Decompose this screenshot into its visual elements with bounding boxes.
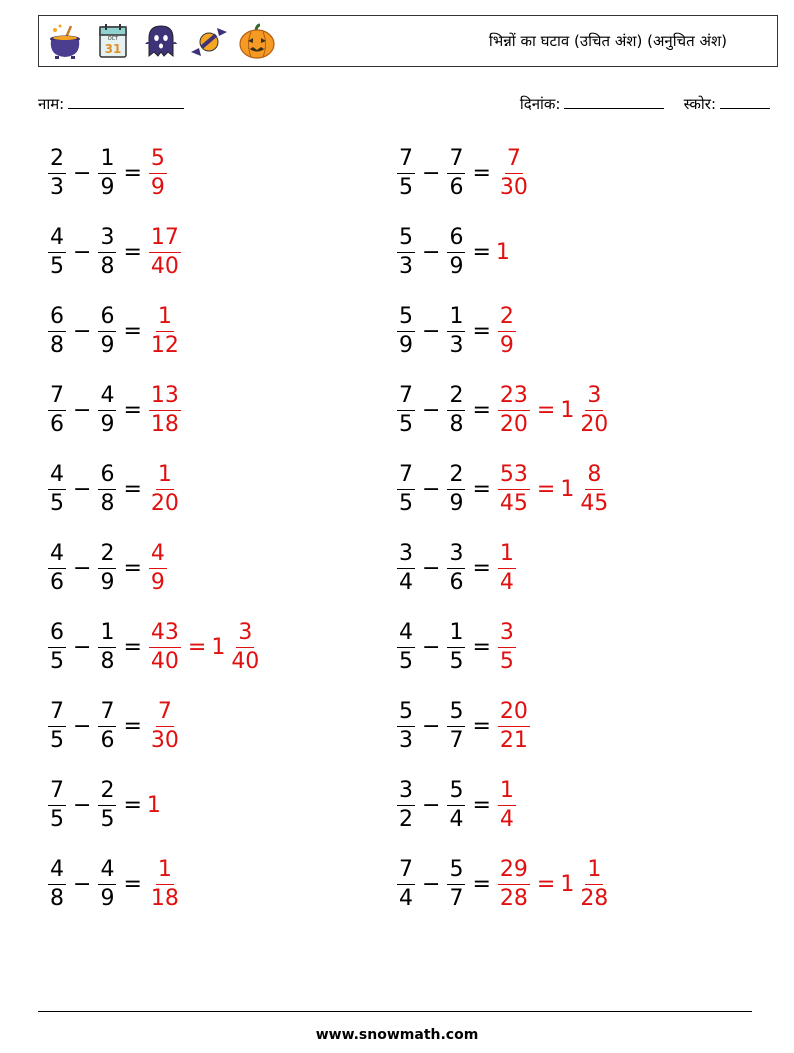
minuend-fraction-numerator: 4 <box>48 227 66 253</box>
cauldron-icon <box>45 22 85 62</box>
subtrahend-fraction-numerator: 1 <box>447 622 465 648</box>
minuend-fraction <box>48 303 66 358</box>
equals-sign: = <box>123 634 142 660</box>
answer-fraction-denominator: 20 <box>499 411 528 437</box>
subtrahend-fraction-numerator: 1 <box>98 148 116 174</box>
minuend-fraction-denominator: 8 <box>50 332 64 358</box>
answer <box>147 698 183 753</box>
subtrahend-fraction <box>447 856 465 911</box>
answer-fraction-denominator: 12 <box>150 332 179 358</box>
minuend-fraction <box>48 382 66 437</box>
minuend-fraction-numerator: 4 <box>48 464 66 490</box>
mixed-fraction <box>578 856 610 911</box>
minuend-fraction-denominator: 6 <box>50 411 64 437</box>
equals-sign: = <box>123 397 142 423</box>
minuend-fraction-numerator: 5 <box>397 227 415 253</box>
minuend-fraction <box>397 145 415 200</box>
subtrahend-fraction <box>447 224 465 279</box>
minuend-fraction-numerator: 4 <box>48 543 66 569</box>
problem-item <box>46 533 169 603</box>
minus-sign: − <box>73 555 92 581</box>
answer-fraction <box>498 698 530 753</box>
mixed-fraction-numerator: 3 <box>585 385 603 411</box>
minus-sign: − <box>422 555 441 581</box>
equals-sign: = <box>472 239 491 265</box>
answer-fraction <box>149 303 181 358</box>
subtrahend-fraction-denominator: 5 <box>449 648 464 674</box>
minuend-fraction-denominator: 5 <box>399 490 413 516</box>
answer <box>496 382 612 437</box>
minuend-fraction-denominator: 4 <box>399 569 413 595</box>
minuend-fraction-denominator: 9 <box>399 332 413 358</box>
answer-fraction-numerator: 3 <box>498 622 516 648</box>
problem-item <box>46 770 163 840</box>
answer <box>496 856 612 911</box>
minuend-fraction <box>397 698 415 753</box>
answer <box>496 303 518 358</box>
subtrahend-fraction-denominator: 3 <box>449 332 464 358</box>
mixed-whole: 1 <box>560 871 575 897</box>
answer-fraction-denominator: 28 <box>499 885 528 911</box>
subtrahend-fraction-numerator: 2 <box>98 780 116 806</box>
minuend-fraction-denominator: 5 <box>399 174 413 200</box>
subtrahend-fraction-numerator: 7 <box>98 701 116 727</box>
equals-sign: = <box>123 792 142 818</box>
answer <box>147 224 183 279</box>
answer <box>147 619 263 674</box>
minuend-fraction <box>397 619 415 674</box>
answer <box>147 856 183 911</box>
worksheet-header <box>38 15 778 67</box>
minuend-fraction-numerator: 3 <box>397 780 415 806</box>
equals-sign: = <box>472 555 491 581</box>
subtrahend-fraction-denominator: 9 <box>100 885 115 911</box>
minuend-fraction <box>397 461 415 516</box>
minuend-fraction-numerator: 4 <box>397 622 415 648</box>
minuend-fraction-numerator: 2 <box>48 148 66 174</box>
answer-equals-sign: = <box>536 871 556 897</box>
mixed-fraction <box>229 619 261 674</box>
minuend-fraction-denominator: 6 <box>50 569 64 595</box>
problem-item <box>395 691 532 761</box>
minus-sign: − <box>73 634 92 660</box>
minus-sign: − <box>422 792 441 818</box>
answer-fraction-numerator: 20 <box>498 701 530 727</box>
answer-fraction <box>149 856 181 911</box>
problem-item <box>395 375 612 445</box>
pumpkin-icon <box>237 22 277 62</box>
minus-sign: − <box>422 713 441 739</box>
minuend-fraction <box>397 777 415 832</box>
answer <box>496 777 518 832</box>
minuend-fraction-denominator: 4 <box>399 885 413 911</box>
ghost-icon <box>141 22 181 62</box>
equals-sign: = <box>123 476 142 502</box>
answer-fraction-denominator: 40 <box>150 253 179 279</box>
minus-sign: − <box>73 871 92 897</box>
minuend-fraction-denominator: 3 <box>399 253 413 279</box>
problem-item <box>46 138 169 208</box>
subtrahend-fraction <box>447 777 465 832</box>
minus-sign: − <box>422 239 441 265</box>
mixed-fraction-numerator: 1 <box>585 859 603 885</box>
minuend-fraction <box>48 540 66 595</box>
minuend-fraction-numerator: 7 <box>48 701 66 727</box>
answer <box>496 540 518 595</box>
answer <box>147 145 169 200</box>
answer-fraction-denominator: 4 <box>499 569 514 595</box>
equals-sign: = <box>123 871 142 897</box>
answer <box>147 303 183 358</box>
minuend-fraction-denominator: 3 <box>399 727 413 753</box>
subtrahend-fraction-numerator: 6 <box>447 227 465 253</box>
minuend-fraction-numerator: 5 <box>397 306 415 332</box>
footer-url: www.snowmath.com <box>315 1027 479 1043</box>
answer-fraction <box>149 619 181 674</box>
minuend-fraction-denominator: 5 <box>50 806 64 832</box>
answer-fraction-numerator: 23 <box>498 385 530 411</box>
minuend-fraction <box>48 856 66 911</box>
answer-fraction <box>498 382 530 437</box>
subtrahend-fraction <box>98 461 116 516</box>
date-label: दिनांक: <box>519 95 561 113</box>
subtrahend-fraction-numerator: 1 <box>447 306 465 332</box>
answer-fraction <box>498 856 530 911</box>
problem-item <box>395 296 518 366</box>
answer-fraction <box>149 540 167 595</box>
minus-sign: − <box>422 634 441 660</box>
subtrahend-fraction <box>98 540 116 595</box>
answer-fraction-numerator: 1 <box>498 780 516 806</box>
subtrahend-fraction-denominator: 9 <box>449 490 464 516</box>
subtrahend-fraction <box>447 540 465 595</box>
answer-fraction-denominator: 18 <box>150 885 179 911</box>
mixed-fraction-numerator: 8 <box>585 464 603 490</box>
subtrahend-fraction-denominator: 9 <box>100 174 115 200</box>
minuend-fraction <box>48 224 66 279</box>
equals-sign: = <box>123 239 142 265</box>
problem-item <box>395 770 518 840</box>
subtrahend-fraction-denominator: 7 <box>449 727 464 753</box>
answer-fraction-numerator: 4 <box>149 543 167 569</box>
minuend-fraction-denominator: 5 <box>399 648 413 674</box>
minus-sign: − <box>73 713 92 739</box>
name-label: नाम: <box>38 95 65 113</box>
mixed-whole: 1 <box>211 634 226 660</box>
subtrahend-fraction <box>98 303 116 358</box>
answer-fraction-denominator: 9 <box>150 569 165 595</box>
equals-sign: = <box>123 555 142 581</box>
minus-sign: − <box>73 476 92 502</box>
answer <box>496 461 612 516</box>
minuend-fraction <box>397 540 415 595</box>
answer-fraction-numerator: 7 <box>156 701 174 727</box>
answer-equals-sign: = <box>536 397 556 423</box>
minus-sign: − <box>73 397 92 423</box>
answer <box>147 793 163 818</box>
problem-item <box>46 296 183 366</box>
answer <box>147 540 169 595</box>
subtrahend-fraction-denominator: 9 <box>100 569 115 595</box>
equals-sign: = <box>472 871 491 897</box>
answer <box>496 698 532 753</box>
candy-icon <box>189 22 229 62</box>
date-blank[interactable] <box>564 94 664 109</box>
minuend-fraction <box>48 619 66 674</box>
subtrahend-fraction-numerator: 4 <box>98 385 116 411</box>
equals-sign: = <box>472 713 491 739</box>
answer-fraction <box>498 145 530 200</box>
subtrahend-fraction-numerator: 7 <box>447 148 465 174</box>
answer-whole: 1 <box>146 792 161 818</box>
subtrahend-fraction-numerator: 5 <box>447 701 465 727</box>
answer-fraction-denominator: 40 <box>150 648 179 674</box>
subtrahend-fraction <box>98 619 116 674</box>
minus-sign: − <box>422 397 441 423</box>
equals-sign: = <box>472 160 491 186</box>
mixed-fraction <box>578 382 610 437</box>
minuend-fraction <box>397 303 415 358</box>
answer-fraction-denominator: 9 <box>499 332 514 358</box>
subtrahend-fraction-denominator: 8 <box>100 490 115 516</box>
equals-sign: = <box>472 318 491 344</box>
subtrahend-fraction-numerator: 1 <box>98 622 116 648</box>
subtrahend-fraction-numerator: 2 <box>447 385 465 411</box>
problem-item <box>395 454 612 524</box>
minuend-fraction <box>48 777 66 832</box>
answer-fraction-denominator: 30 <box>150 727 179 753</box>
answer <box>496 145 532 200</box>
answer-fraction-denominator: 20 <box>150 490 179 516</box>
subtrahend-fraction-numerator: 2 <box>98 543 116 569</box>
minus-sign: − <box>73 239 92 265</box>
answer-fraction <box>498 777 516 832</box>
mixed-fraction-denominator: 40 <box>231 648 260 674</box>
minuend-fraction-numerator: 6 <box>48 306 66 332</box>
answer-fraction-numerator: 17 <box>149 227 181 253</box>
subtrahend-fraction <box>447 382 465 437</box>
minuend-fraction <box>48 145 66 200</box>
problem-item <box>46 454 183 524</box>
mixed-fraction-denominator: 45 <box>580 490 609 516</box>
minuend-fraction-numerator: 5 <box>397 701 415 727</box>
subtrahend-fraction-denominator: 6 <box>449 569 464 595</box>
mixed-fraction-denominator: 28 <box>580 885 609 911</box>
answer-fraction-numerator: 29 <box>498 859 530 885</box>
answer-fraction <box>498 303 516 358</box>
answer-fraction-numerator: 43 <box>149 622 181 648</box>
minus-sign: − <box>73 160 92 186</box>
problem-item <box>46 217 183 287</box>
answer-fraction <box>498 461 530 516</box>
answer-equals-sign: = <box>536 476 556 502</box>
subtrahend-fraction-numerator: 4 <box>98 859 116 885</box>
score-blank[interactable] <box>720 94 770 109</box>
answer-fraction-numerator: 5 <box>149 148 167 174</box>
subtrahend-fraction-denominator: 9 <box>100 411 115 437</box>
subtrahend-fraction-denominator: 8 <box>449 411 464 437</box>
minus-sign: − <box>422 318 441 344</box>
minus-sign: − <box>73 318 92 344</box>
answer-fraction <box>149 145 167 200</box>
mixed-fraction <box>578 461 610 516</box>
subtrahend-fraction <box>98 224 116 279</box>
answer-fraction-numerator: 1 <box>156 464 174 490</box>
calendar-icon <box>93 22 133 62</box>
minuend-fraction-denominator: 5 <box>50 490 64 516</box>
answer-fraction-numerator: 1 <box>498 543 516 569</box>
answer-fraction-denominator: 45 <box>499 490 528 516</box>
answer-fraction-numerator: 13 <box>149 385 181 411</box>
answer-fraction-numerator: 53 <box>498 464 530 490</box>
answer-fraction-denominator: 5 <box>499 648 514 674</box>
subtrahend-fraction-numerator: 3 <box>98 227 116 253</box>
answer-fraction-denominator: 21 <box>499 727 528 753</box>
subtrahend-fraction <box>98 698 116 753</box>
problem-item <box>46 612 263 682</box>
equals-sign: = <box>123 713 142 739</box>
minus-sign: − <box>422 871 441 897</box>
subtrahend-fraction <box>447 698 465 753</box>
answer-equals-sign: = <box>187 634 207 660</box>
subtrahend-fraction <box>98 777 116 832</box>
minuend-fraction-numerator: 7 <box>397 385 415 411</box>
subtrahend-fraction-denominator: 8 <box>100 253 115 279</box>
answer-fraction-denominator: 9 <box>150 174 165 200</box>
problem-item <box>395 533 518 603</box>
subtrahend-fraction-numerator: 6 <box>98 306 116 332</box>
date-score-fields <box>520 94 770 114</box>
mixed-fraction-denominator: 20 <box>580 411 609 437</box>
answer-fraction-numerator: 7 <box>505 148 523 174</box>
mixed-fraction-numerator: 3 <box>236 622 254 648</box>
minuend-fraction-numerator: 4 <box>48 859 66 885</box>
equals-sign: = <box>123 318 142 344</box>
subtrahend-fraction-denominator: 6 <box>100 727 115 753</box>
subtrahend-fraction-numerator: 5 <box>447 859 465 885</box>
minuend-fraction-denominator: 5 <box>50 727 64 753</box>
minuend-fraction-denominator: 5 <box>399 411 413 437</box>
minuend-fraction-numerator: 7 <box>397 859 415 885</box>
answer-fraction <box>149 224 181 279</box>
calendar-day: 31 <box>104 42 122 56</box>
minuend-fraction-denominator: 8 <box>50 885 64 911</box>
minuend-fraction-numerator: 6 <box>48 622 66 648</box>
minus-sign: − <box>422 476 441 502</box>
answer <box>496 240 512 265</box>
subtrahend-fraction-denominator: 6 <box>449 174 464 200</box>
minuend-fraction-numerator: 3 <box>397 543 415 569</box>
name-field <box>38 94 184 114</box>
answer <box>147 461 183 516</box>
problem-item <box>46 691 183 761</box>
subtrahend-fraction <box>98 145 116 200</box>
problem-item <box>395 217 512 287</box>
minus-sign: − <box>422 160 441 186</box>
footer-divider <box>38 1011 752 1012</box>
subtrahend-fraction-numerator: 6 <box>98 464 116 490</box>
minuend-fraction-denominator: 2 <box>399 806 413 832</box>
minuend-fraction-denominator: 5 <box>50 253 64 279</box>
answer-fraction <box>149 698 181 753</box>
problem-item <box>395 849 612 919</box>
equals-sign: = <box>472 397 491 423</box>
worksheet-title: भिन्नों का घटाव (उचित अंश) (अनुचित अंश) <box>488 32 727 50</box>
problem-item <box>395 612 518 682</box>
minuend-fraction <box>397 856 415 911</box>
subtrahend-fraction-denominator: 4 <box>449 806 464 832</box>
subtrahend-fraction <box>98 382 116 437</box>
name-blank[interactable] <box>68 94 184 109</box>
answer-whole: 1 <box>495 239 510 265</box>
subtrahend-fraction-denominator: 5 <box>100 806 115 832</box>
equals-sign: = <box>123 160 142 186</box>
problem-item <box>46 375 183 445</box>
problem-item <box>46 849 183 919</box>
subtrahend-fraction-denominator: 9 <box>449 253 464 279</box>
answer-fraction-denominator: 30 <box>499 174 528 200</box>
subtrahend-fraction-numerator: 5 <box>447 780 465 806</box>
equals-sign: = <box>472 792 491 818</box>
subtrahend-fraction <box>447 145 465 200</box>
minuend-fraction-numerator: 7 <box>48 780 66 806</box>
subtrahend-fraction <box>447 303 465 358</box>
subtrahend-fraction-numerator: 3 <box>447 543 465 569</box>
equals-sign: = <box>472 476 491 502</box>
answer-fraction-numerator: 2 <box>498 306 516 332</box>
subtrahend-fraction-denominator: 8 <box>100 648 115 674</box>
answer-fraction-denominator: 4 <box>499 806 514 832</box>
answer-fraction <box>149 382 181 437</box>
minuend-fraction-numerator: 7 <box>48 385 66 411</box>
minuend-fraction-denominator: 5 <box>50 648 64 674</box>
equals-sign: = <box>472 634 491 660</box>
score-label: स्कोर: <box>683 95 716 113</box>
answer-fraction <box>149 461 181 516</box>
minuend-fraction <box>397 224 415 279</box>
answer <box>147 382 183 437</box>
minuend-fraction <box>397 382 415 437</box>
subtrahend-fraction <box>447 619 465 674</box>
halloween-icons <box>45 22 277 62</box>
problem-item <box>395 138 532 208</box>
subtrahend-fraction-numerator: 2 <box>447 464 465 490</box>
minuend-fraction-numerator: 7 <box>397 464 415 490</box>
minuend-fraction <box>48 461 66 516</box>
answer-fraction-numerator: 1 <box>156 859 174 885</box>
minus-sign: − <box>73 792 92 818</box>
answer-fraction-numerator: 1 <box>156 306 174 332</box>
subtrahend-fraction-denominator: 7 <box>449 885 464 911</box>
subtrahend-fraction <box>98 856 116 911</box>
answer-fraction <box>498 619 516 674</box>
answer-fraction-denominator: 18 <box>150 411 179 437</box>
minuend-fraction-denominator: 3 <box>50 174 64 200</box>
answer-fraction <box>498 540 516 595</box>
calendar-month: OCT <box>107 36 119 42</box>
mixed-whole: 1 <box>560 397 575 423</box>
minuend-fraction <box>48 698 66 753</box>
subtrahend-fraction <box>447 461 465 516</box>
answer <box>496 619 518 674</box>
minuend-fraction-numerator: 7 <box>397 148 415 174</box>
subtrahend-fraction-denominator: 9 <box>100 332 115 358</box>
mixed-whole: 1 <box>560 476 575 502</box>
